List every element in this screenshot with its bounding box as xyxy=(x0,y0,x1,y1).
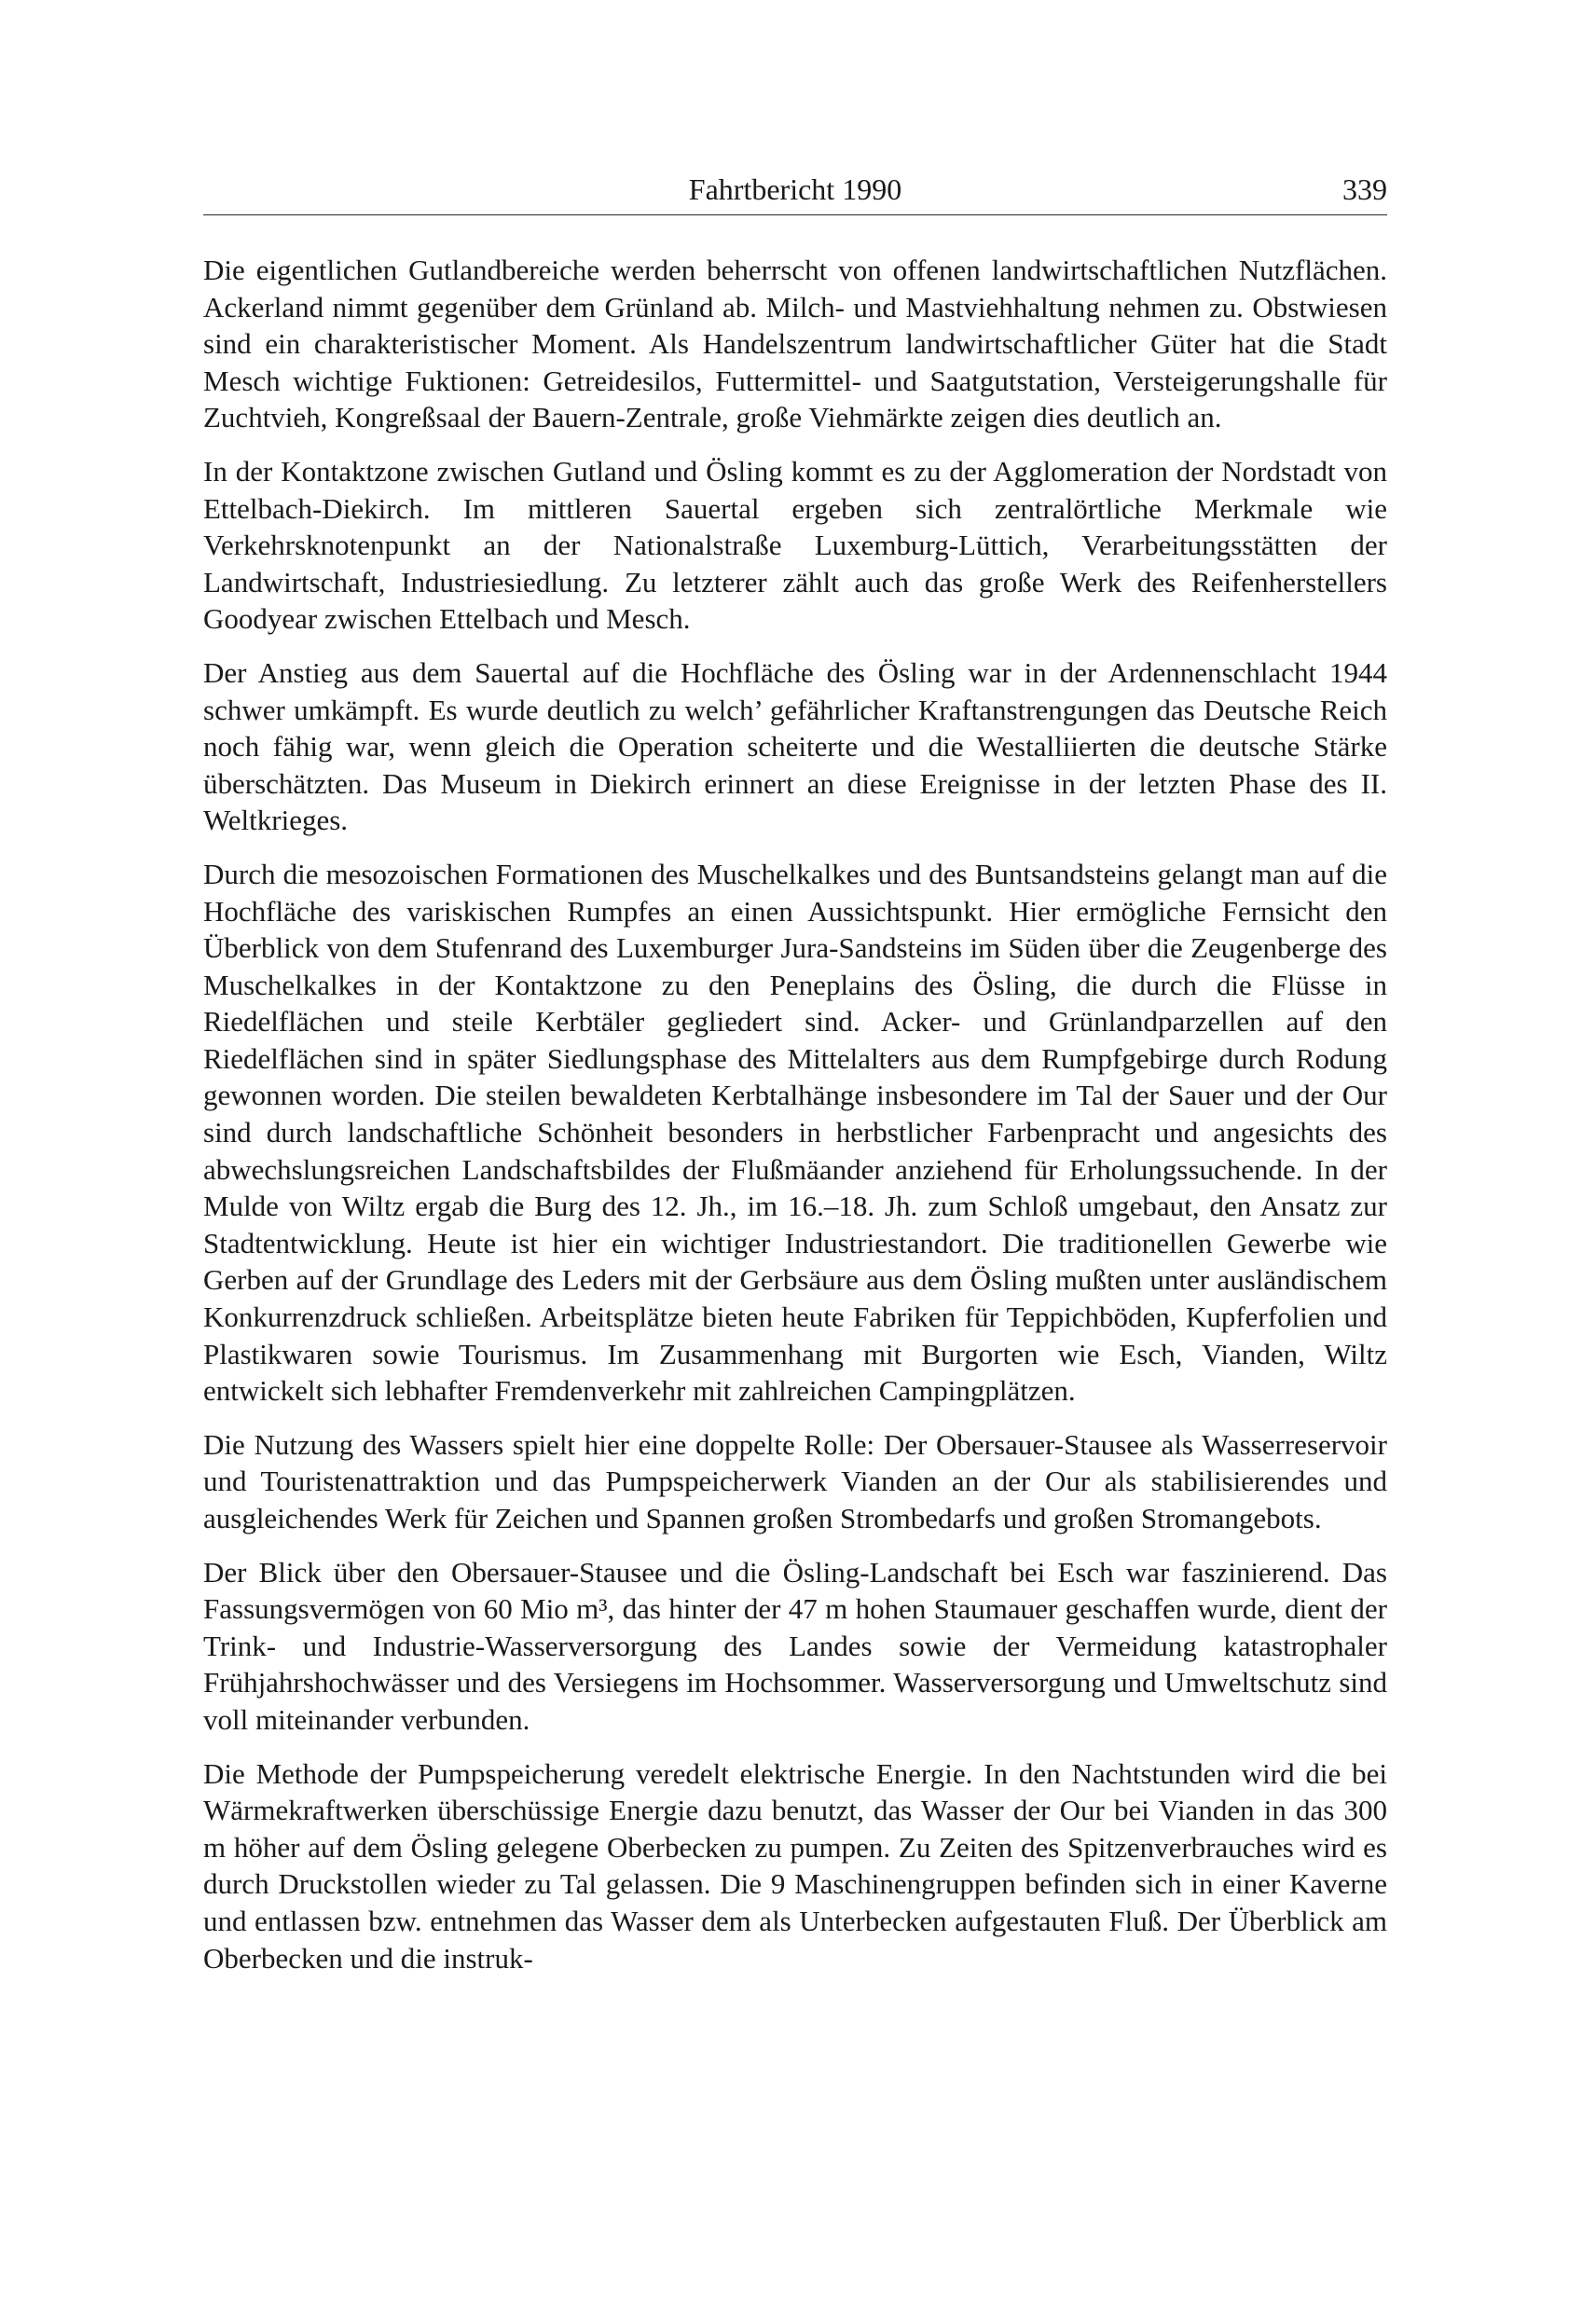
paragraph-stausee: Der Blick über den Obersauer-Stausee und die Ösling-Landschaft bei Esch war faszinierend. Das Fassungsvermögen von 60 Mio m³, das hinter der 47 m hohen Staumauer geschaffen wurde, dient der Trink- und Industrie-Wasserversorgung des Landes sowie der Vermeidung katastrophaler Frühjahrshochwässer und des Versiegens im Hochsommer. Wasserversorgung und Umweltschutz sind voll miteinander verbunden. xyxy=(203,1555,1387,1736)
paragraph-ardennenschlacht: Der Anstieg aus dem Sauertal auf die Hochfläche des Ösling war in der Ardennenschlacht 1944 schwer umkämpft. Es wurde deutlich zu welch’ gefährlicher Kraftanstrengungen das Deutsche Reich noch fähig war, wenn gleich die Operation scheiterte und die Westalliierten die deutsche Stärke überschätzten. Das Museum in Diekirch erinnert an diese Ereignisse in der letzten Phase des II. Weltkrieges. xyxy=(203,655,1387,837)
paragraph-kontaktzone: In der Kontaktzone zwischen Gutland und Ösling kommt es zu der Agglomeration der Nordstadt von Ettelbach-Diekirch. Im mittleren Sauertal ergeben sich zentralörtliche Merkmale wie Verkehrsknotenpunkt an der Nationalstraße Luxemburg-Lüttich, Verarbeitungsstätten der Landwirtschaft, Industriesiedlung. Zu letzterer zählt auch das große Werk des Reifenherstellers Goodyear zwischen Ettelbach und Mesch. xyxy=(203,454,1387,636)
body-text xyxy=(203,252,1387,1993)
running-title: Fahrtbericht 1990 xyxy=(688,172,902,206)
paragraph-water-use: Die Nutzung des Wassers spielt hier eine doppelte Rolle: Der Obersauer-Stausee als Wasserreservoir und Touristenattraktion und das Pumpspeicherwerk Vianden an der Our als stabilisierendes und ausgleichendes Werk für Zeichen und Spannen großen Strombedarfs und großen Stromangebots. xyxy=(203,1427,1387,1534)
paragraph-oesling-landscape: Durch die mesozoischen Formationen des Muschelkalkes und des Buntsandsteins gelangt man auf die Hochfläche des variskischen Rumpfes an einen Aussichtspunkt. Hier ermögliche Fernsicht den Überblick von dem Stufenrand des Luxemburger Jura-Sandsteins im Süden über die Zeugenberge des Muschelkalkes in der Kontaktzone zu den Peneplains des Ösling, die durch die Flüsse in Riedelflächen und steile Kerbtäler gegliedert sind. Acker- und Grünlandparzellen auf den Riedelflächen sind in später Siedlungsphase des Mittelalters aus dem Rumpfgebirge durch Rodung gewonnen worden. Die steilen bewaldeten Kerbtalhänge insbesondere im Tal der Sauer und der Our sind durch landschaftliche Schönheit besonders in herbstlicher Farbenpracht und angesichts des abwechslungsreichen Landschaftsbildes der Flußmäander anziehend für Erholungssuchende. In der Mulde von Wiltz ergab die Burg des 12. Jh., im 16.–18. Jh. zum Schloß umgebaut, den Ansatz zur Stadtentwicklung. Heute ist hier ein wichtiger Industriestandort. Die traditionellen Gewerbe wie Gerben auf der Grundlage des Leders mit der Gerbsäure aus dem Ösling mußten unter ausländischem Konkurrenzdruck schließen. Arbeitsplätze bieten heute Fabriken für Teppichböden, Kupferfolien und Plastikwaren sowie Tourismus. Im Zusammenhang mit Burgorten wie Esch, Vianden, Wiltz entwickelt sich lebhafter Fremdenverkehr mit zahlreichen Campingplätzen. xyxy=(203,857,1387,1408)
page-number: 339 xyxy=(1342,172,1387,206)
paragraph-pumpspeicherung: Die Methode der Pumpspeicherung veredelt elektrische Energie. In den Nachtstunden wird die bei Wärmekraftwerken überschüssige Energie dazu benutzt, das Wasser der Our bei Vianden in das 300 m höher auf dem Ösling gelegene Oberbecken zu pumpen. Zu Zeiten des Spitzenverbrauches wird es durch Druckstollen wieder zu Tal gelassen. Die 9 Maschinengruppen befinden sich in einer Kaverne und entlassen bzw. entnehmen das Wasser dem als Unterbecken aufgestauten Fluß. Der Überblick am Oberbecken und die instruk- xyxy=(203,1756,1387,1975)
running-header xyxy=(203,173,1387,215)
paragraph-gutland: Die eigentlichen Gutlandbereiche werden beherrscht von offenen landwirtschaftlichen Nutzflächen. Ackerland nimmt gegenüber dem Grünland ab. Milch- und Mastviehhaltung nehmen zu. Obstwiesen sind ein charakteristischer Moment. Als Handelszentrum landwirtschaftlicher Güter hat die Stadt Mesch wichtige Fuktionen: Getreidesilos, Futtermittel- und Saatgutstation, Versteigerungshalle für Zuchtvieh, Kongreßsaal der Bauern-Zentrale, große Viehmärkte zeigen dies deutlich an. xyxy=(203,254,1387,434)
